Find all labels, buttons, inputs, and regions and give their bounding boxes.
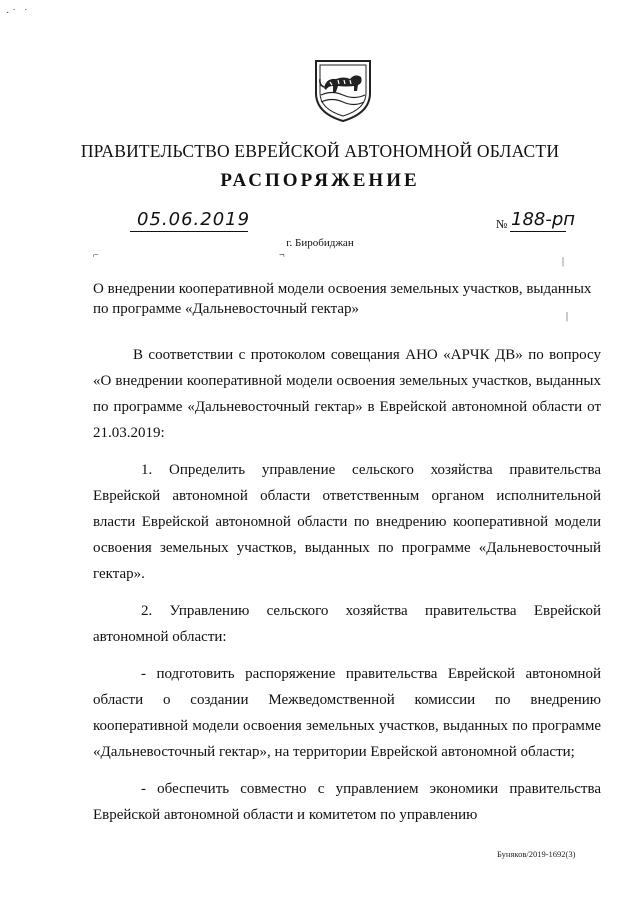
document-date: 05.06.2019 bbox=[137, 209, 251, 230]
margin-mark: | bbox=[562, 256, 565, 267]
government-title: ПРАВИТЕЛЬСТВО ЕВРЕЙСКОЙ АВТОНОМНОЙ ОБЛАСТИ bbox=[80, 141, 560, 161]
item-2-bullet-2: - обеспечить совместно с управлением экономики правительства Еврейской автономной области и комитетом по управлению bbox=[93, 781, 601, 823]
number-underline bbox=[510, 231, 566, 232]
item-2-bullet-1: - подготовить распоряжение правительства Еврейской автономной области о создании Межведомственной комиссии по внедрению кооперативной модели освоения земельных участков, выданных по программе «Дальневосточный гектар», на территории Еврейской автономной области; bbox=[93, 666, 601, 760]
document-type: РАСПОРЯЖЕНИЕ bbox=[220, 170, 420, 191]
footer-reference: Буняков/2019-1692(3) bbox=[497, 849, 576, 859]
item-2-paragraph: 2. Управлению сельского хозяйства правительства Еврейской автономной области: bbox=[93, 603, 601, 645]
date-underline bbox=[130, 231, 248, 232]
document-body bbox=[93, 342, 601, 828]
corner-mark: ¬ bbox=[279, 250, 285, 261]
document-number: 188-рп bbox=[511, 209, 576, 230]
margin-mark: | bbox=[566, 311, 569, 322]
item-1-paragraph: 1. Определить управление сельского хозяйства правительства Еврейской автономной области ответственным органом исполнительной власти Еврейской автономной области по внедрению кооперативной модели освоения земельных участков, выданных по программе «Дальневосточный гектар». bbox=[93, 462, 601, 582]
document-subject: О внедрении кооперативной модели освоения земельных участков, выданных по программе «Дальневосточный гектар» bbox=[93, 281, 592, 317]
coat-of-arms-icon bbox=[308, 55, 378, 125]
number-label: № bbox=[496, 217, 508, 231]
corner-mark: ⌐ bbox=[93, 250, 99, 261]
scan-specks: ·˙ ˙ bbox=[6, 8, 31, 19]
preamble-paragraph: В соответствии с протоколом совещания АНО «АРЧК ДВ» по вопросу «О внедрении кооперативной модели освоения земельных участков, выданных по программе «Дальневосточный гектар» в Еврейской автономной области от 21.03.2019: bbox=[93, 347, 601, 441]
city: г. Биробиджан bbox=[286, 237, 354, 249]
